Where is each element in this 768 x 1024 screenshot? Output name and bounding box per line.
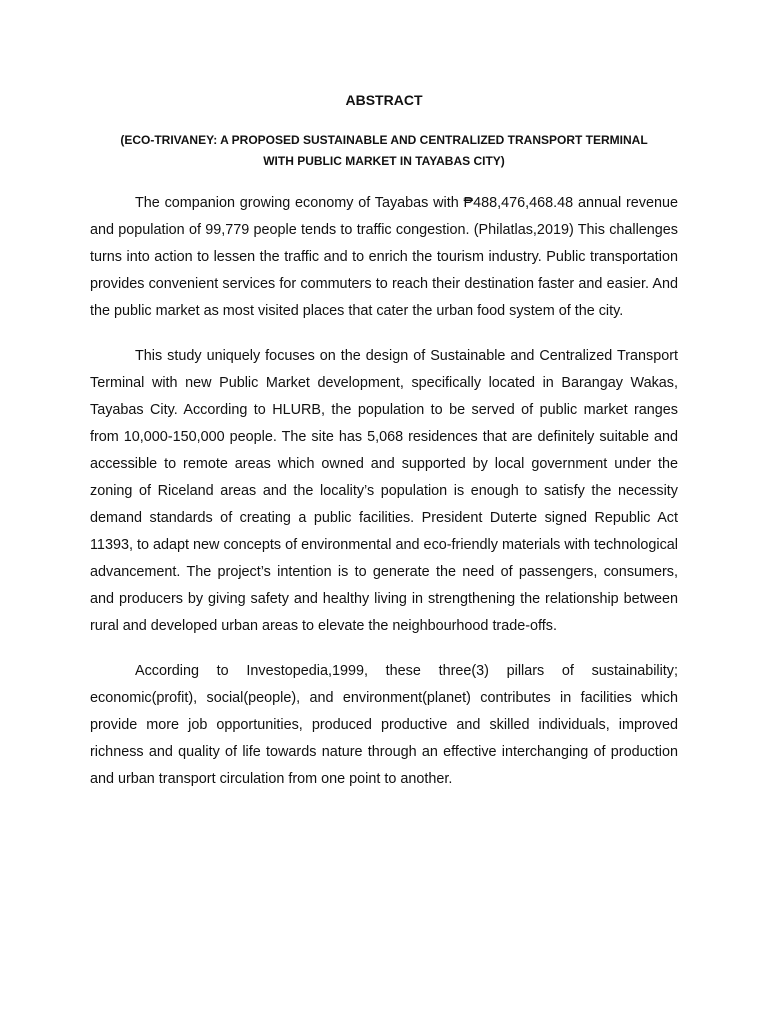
- thesis-title: [90, 130, 678, 172]
- document-page: [90, 88, 678, 811]
- thesis-title-line-1: (ECO-TRIVANEY: A PROPOSED SUSTAINABLE AND CENTRALIZED TRANSPORT TERMINAL: [120, 133, 648, 147]
- abstract-heading: ABSTRACT: [345, 92, 423, 108]
- abstract-paragraph-2: This study uniquely focuses on the design of Sustainable and Centralized Transport Terminal with new Public Market development, specifically located in Barangay Wakas, Tayabas City. According to HLURB, the population to be served of public market ranges from 10,000-150,000 people. The site has 5,068 residences that are definitely suitable and accessible to remote areas which owned and supported by local government under the zoning of Riceland areas and the locality’s population is enough to satisfy the necessity demand standards of creating a public facilities. President Duterte signed Republic Act 11393, to adapt new concepts of environmental and eco-friendly materials with technological advancement. The project’s intention is to generate the need of passengers, consumers, and producers by giving safety and healthy living in strengthening the relationship between rural and developed urban areas to elevate the neighbourhood trade-offs.: [90, 348, 678, 634]
- abstract-paragraph-3: According to Investopedia,1999, these three(3) pillars of sustainability; economic(profit), social(people), and environment(planet) contributes in facilities which provide more job opportunities, produced productive and skilled individuals, improved richness and quality of life towards nature through an effective interchanging of production and urban transport circulation from one point to another.: [90, 663, 678, 787]
- thesis-title-line-2: WITH PUBLIC MARKET IN TAYABAS CITY): [263, 154, 505, 168]
- abstract-paragraph-1: The companion growing economy of Tayabas with ₱488,476,468.48 annual revenue and population of 99,779 people tends to traffic congestion. (Philatlas,2019) This challenges turns into action to lessen the traffic and to enrich the tourism industry. Public transportation provides convenient services for commuters to reach their destination faster and easier. And the public market as most visited places that cater the urban food system of the city.: [90, 195, 678, 319]
